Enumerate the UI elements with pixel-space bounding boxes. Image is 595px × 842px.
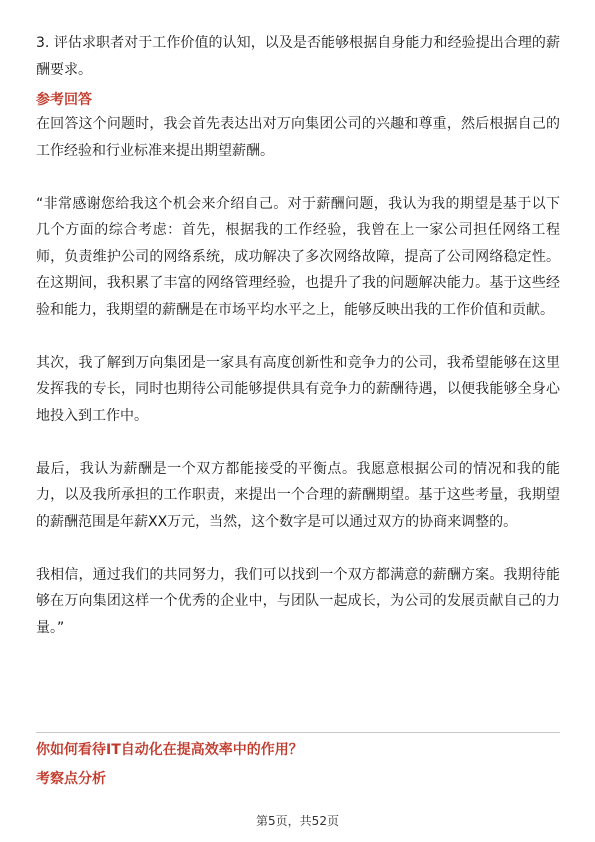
- answer-paragraph-2: 其次，我了解到万向集团是一家具有高度创新性和竞争力的公司，我希望能够在这里发挥我的专长，同时也期待公司能够提供具有竞争力的薪酬待遇，以便我能够全身心地投入到工作中。: [36, 354, 560, 424]
- page-footer: 第5页，共52页: [256, 814, 339, 828]
- reference-answer-heading: 参考回答: [36, 92, 92, 108]
- answer-paragraph-1: “非常感谢您给我这个机会来介绍自己。对于薪酬问题，我认为我的期望是基于以下几个方面的综合考虑：首先，根据我的工作经验，我曾在上一家公司担任网络工程师，负责维护公司的网络系统，成功解决了多次网络故障，提高了公司网络稳定性。在这期间，我积累了丰富的网络管理经验，也提升了我的问题解决能力。基于这些经验和能力，我期望的薪酬是在市场平均水平之上，能够反映出我的工作价值和贡献。: [36, 195, 560, 318]
- document-body: [36, 30, 560, 641]
- answer-paragraph-3: 最后，我认为薪酬是一个双方都能接受的平衡点。我愿意根据公司的情况和我的能力，以及我所承担的工作职责，来提出一个合理的薪酬期望。基于这些考量，我期望的薪酬范围是年薪XX万元，当然，这个数字是可以通过双方的协商来调整的。: [36, 460, 560, 530]
- answer-intro: 在回答这个问题时，我会首先表达出对万向集团公司的兴趣和尊重，然后根据自己的工作经验和行业标准来提出期望薪酬。: [36, 116, 560, 159]
- evaluation-point-3: 3. 评估求职者对于工作价值的认知，以及是否能够根据自身能力和经验提出合理的薪酬要求。: [36, 35, 560, 78]
- answer-paragraph-4: 我相信，通过我们的共同努力，我们可以找到一个双方都满意的薪酬方案。我期待能够在万向集团这样一个优秀的企业中，与团队一起成长，为公司的发展贡献自己的力量。”: [36, 566, 560, 636]
- section-divider: [36, 732, 560, 733]
- analysis-heading: 考察点分析: [36, 771, 106, 787]
- next-question-title: 你如何看待IT自动化在提高效率中的作用？: [36, 742, 303, 758]
